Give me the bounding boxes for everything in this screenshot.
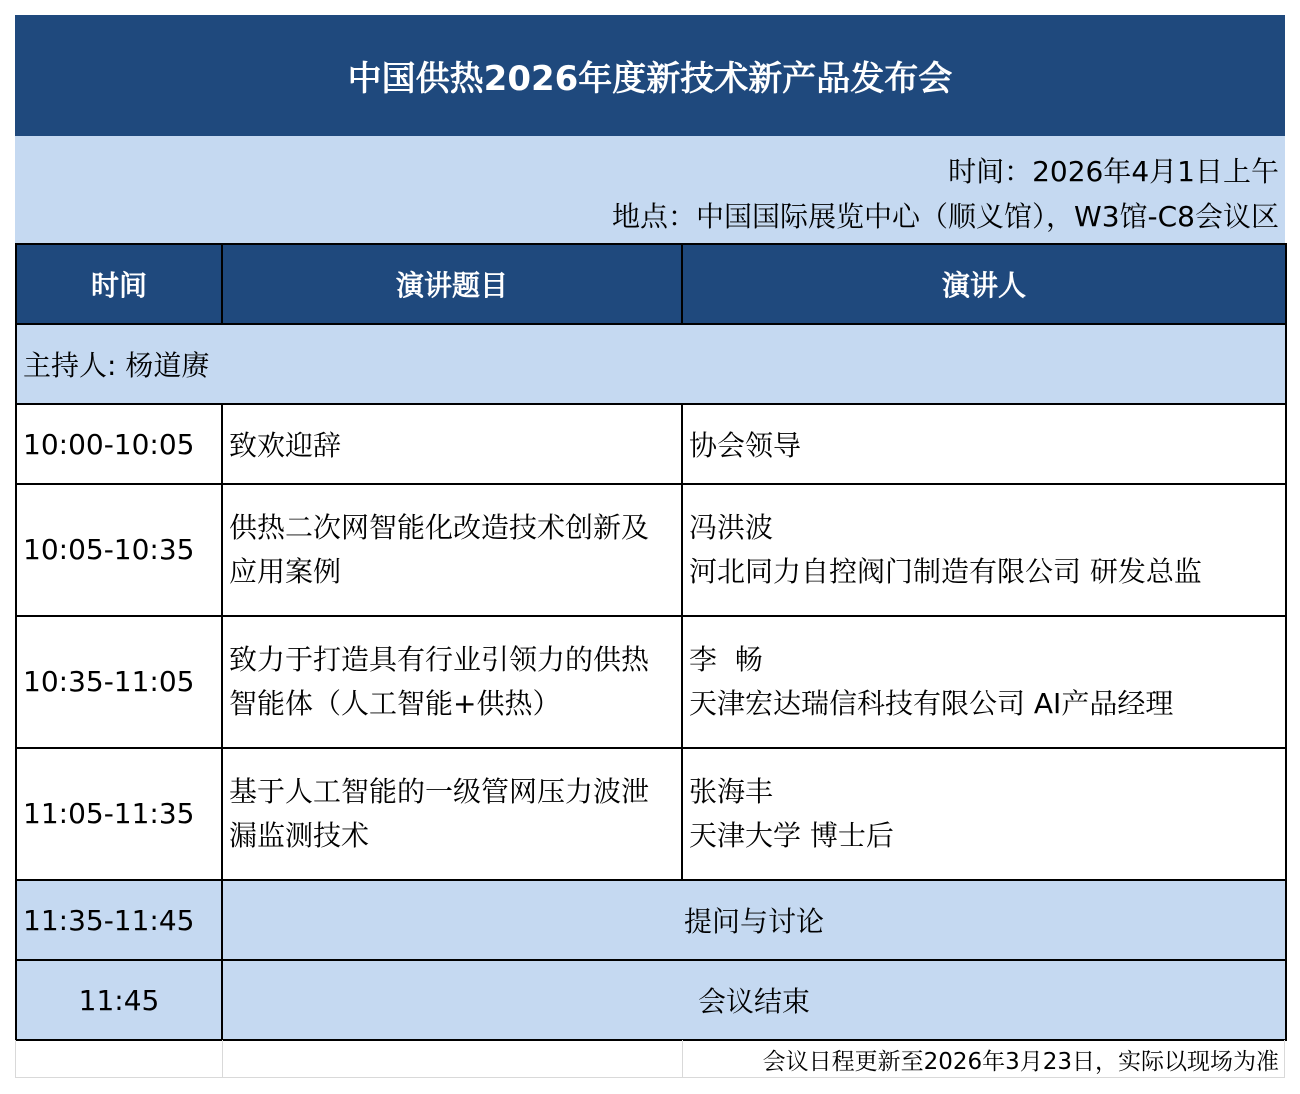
session-speaker <box>682 748 1286 880</box>
event-venue: 地点：中国国际展览中心（顺义馆），W3馆-C8会议区 <box>612 200 1279 233</box>
footer-note: 会议日程更新至2026年3月23日，实际以现场为准 <box>762 1049 1279 1075</box>
session-topic-line: 供热二次网智能化改造技术创新及 <box>229 511 650 544</box>
session-speaker <box>682 616 1286 748</box>
host-name: 主持人: 杨道赓 <box>16 324 1286 404</box>
session-row <box>16 484 1286 616</box>
speaker-affiliation: 天津大学 博士后 <box>689 819 894 852</box>
event-title: 中国供热2026年度新技术新产品发布会 <box>15 15 1285 136</box>
session-topic-line: 致欢迎辞 <box>229 429 342 462</box>
closing-row <box>16 960 1286 1040</box>
session-topic-line: 应用案例 <box>229 555 342 588</box>
agenda-table <box>15 243 1287 1041</box>
event-time: 时间：2026年4月1日上午 <box>948 155 1279 188</box>
speaker-name: 张海丰 <box>689 775 774 808</box>
session-topic <box>222 484 682 616</box>
host-row <box>16 324 1286 404</box>
session-time: 11:05-11:35 <box>16 748 222 880</box>
speaker-name: 冯洪波 <box>689 511 774 544</box>
session-topic-line: 致力于打造具有行业引领力的供热 <box>229 643 650 676</box>
session-topic-line: 智能体（人工智能+供热） <box>229 687 561 720</box>
speaker-affiliation: 河北同力自控阀门制造有限公司 研发总监 <box>689 555 1202 588</box>
session-topic <box>222 404 682 484</box>
session-time: 10:35-11:05 <box>16 616 222 748</box>
qa-label: 提问与讨论 <box>222 880 1286 960</box>
session-row <box>16 748 1286 880</box>
qa-row <box>16 880 1286 960</box>
session-speaker <box>682 404 1286 484</box>
table-header-row <box>16 244 1286 324</box>
speaker-name: 协会领导 <box>689 429 802 462</box>
footer-cell <box>15 1040 222 1078</box>
speaker-affiliation: 天津宏达瑞信科技有限公司 AI产品经理 <box>689 687 1174 720</box>
column-header-time: 时间 <box>16 244 222 324</box>
session-topic <box>222 616 682 748</box>
session-time: 10:00-10:05 <box>16 404 222 484</box>
footer-cell <box>222 1040 682 1078</box>
session-topic-line: 漏监测技术 <box>229 819 370 852</box>
session-row <box>16 404 1286 484</box>
session-row <box>16 616 1286 748</box>
speaker-name: 李 畅 <box>689 643 763 676</box>
closing-label: 会议结束 <box>222 960 1286 1040</box>
event-info-band <box>15 136 1285 243</box>
session-time: 10:05-10:35 <box>16 484 222 616</box>
session-speaker <box>682 484 1286 616</box>
closing-time: 11:45 <box>16 960 222 1040</box>
session-topic-line: 基于人工智能的一级管网压力波泄 <box>229 775 650 808</box>
qa-time: 11:35-11:45 <box>16 880 222 960</box>
column-header-speaker: 演讲人 <box>682 244 1286 324</box>
footer-row <box>15 1040 1285 1078</box>
column-header-topic: 演讲题目 <box>222 244 682 324</box>
session-topic <box>222 748 682 880</box>
